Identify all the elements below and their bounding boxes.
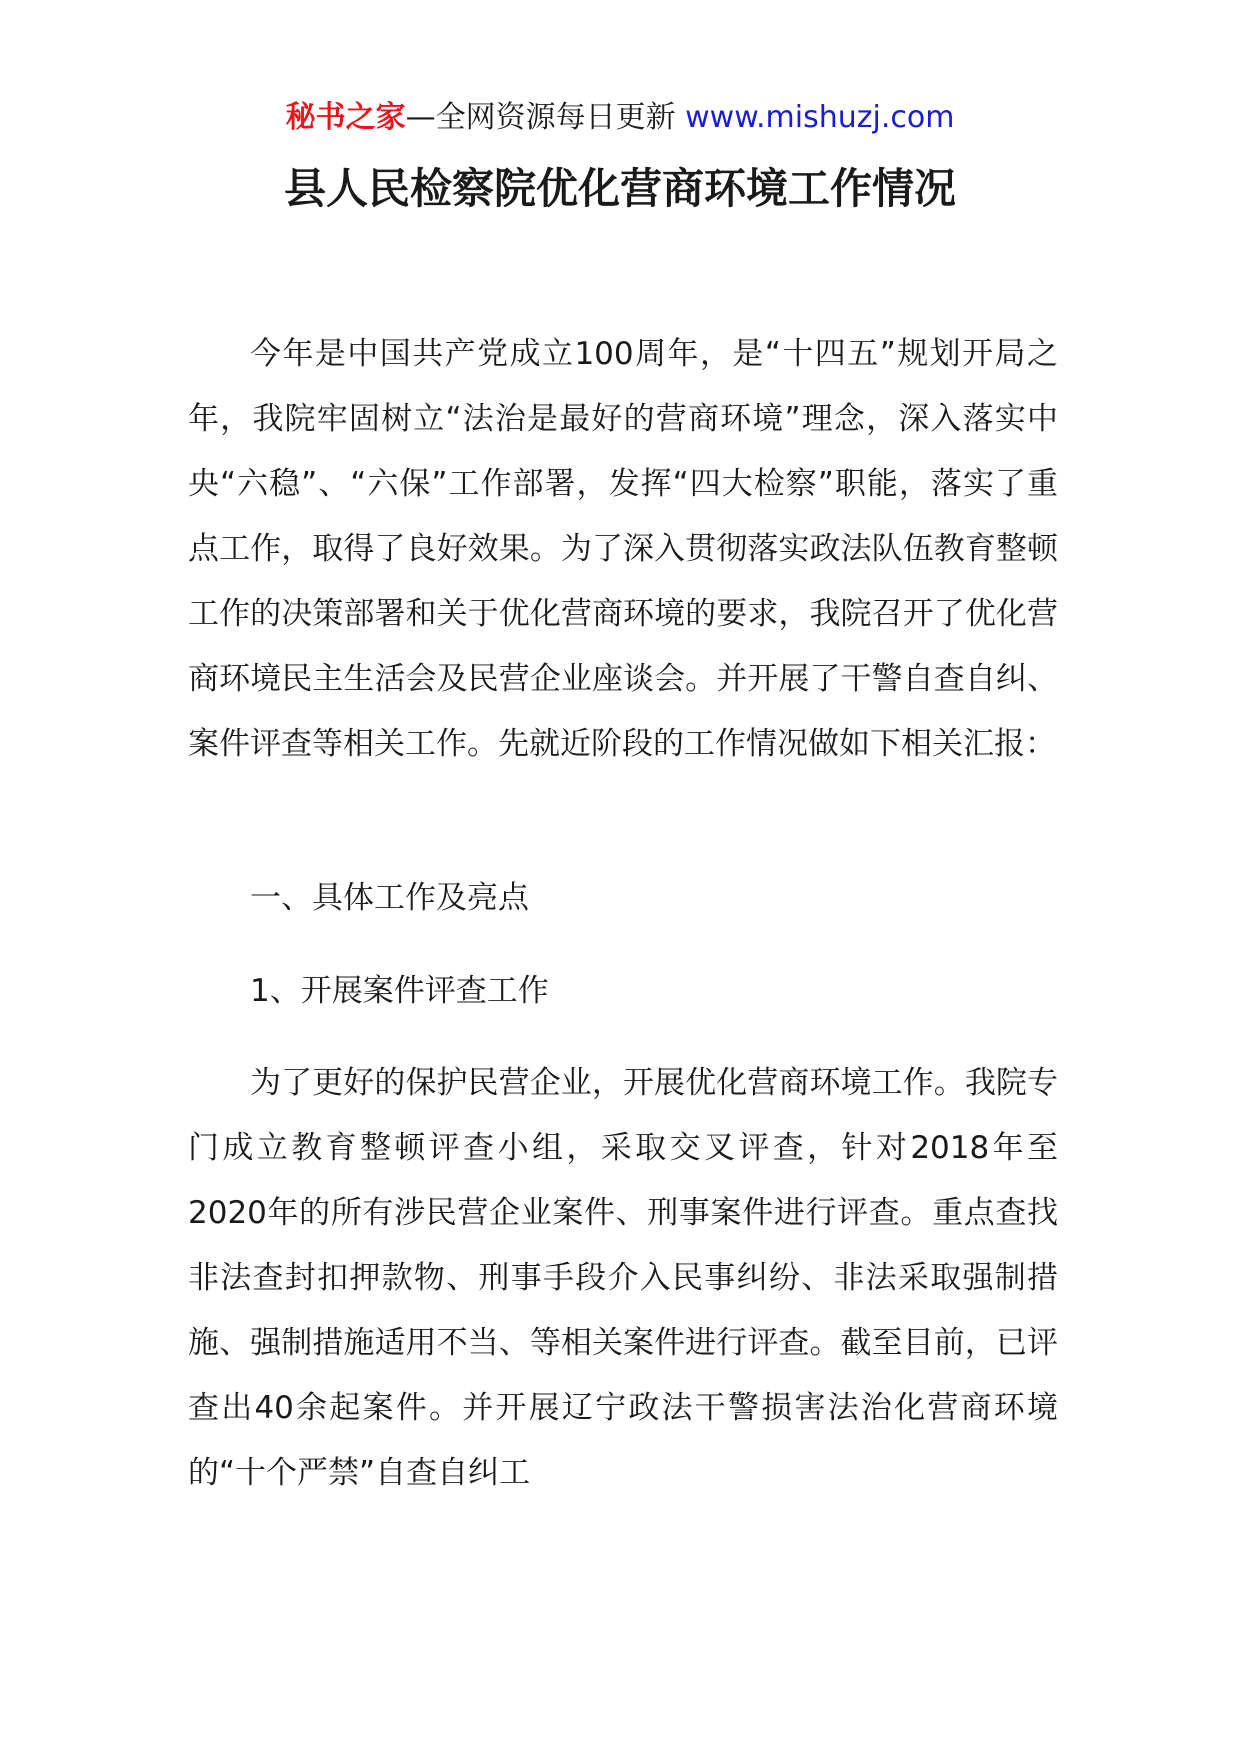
intro-paragraph-block [188,322,1058,777]
site-tagline: —全网资源每日更新 [405,100,676,135]
case-review-paragraph-block [188,1051,1058,1506]
site-url-link[interactable]: www.mishuzj.com [685,100,955,135]
document-title: 县人民检察院优化营商环境工作情况 [283,164,956,213]
site-brand: 秘书之家 [285,100,406,135]
section-heading: 一、具体工作及亮点 [250,880,529,916]
case-review-paragraph: 为了更好的保护民营企业，开展优化营商环境工作。我院专门成立教育整顿评查小组，采取交叉评查，针对2018年至2020年的所有涉民营企业案件、刑事案件进行评查。重点查找非法查封扣押款物、刑事手段介入民事纠纷、非法采取强制措施、强制措施适用不当、等相关案件进行评查。截至目前，已评查出40余起案件。并开展辽宁政法干警损害法治化营商环境的“十个严禁”自查自纠工 [188,1065,1058,1491]
intro-paragraph: 今年是中国共产党成立100周年，是“十四五”规划开局之年，我院牢固树立“法治是最好的营商环境”理念，深入落实中央“六稳”、“六保”工作部署，发挥“四大检察”职能，落实了重点工作，取得了良好效果。为了深入贯彻落实政法队伍教育整顿工作的决策部署和关于优化营商环境的要求，我院召开了优化营商环境民主生活会及民营企业座谈会。并开展了干警自查自纠、案件评查等相关工作。先就近阶段的工作情况做如下相关汇报： [188,336,1058,762]
subsection-heading-block [188,959,1058,1024]
subsection-heading: 1、开展案件评查工作 [250,973,549,1009]
site-header [0,98,1240,138]
section-heading-block [188,866,1058,931]
